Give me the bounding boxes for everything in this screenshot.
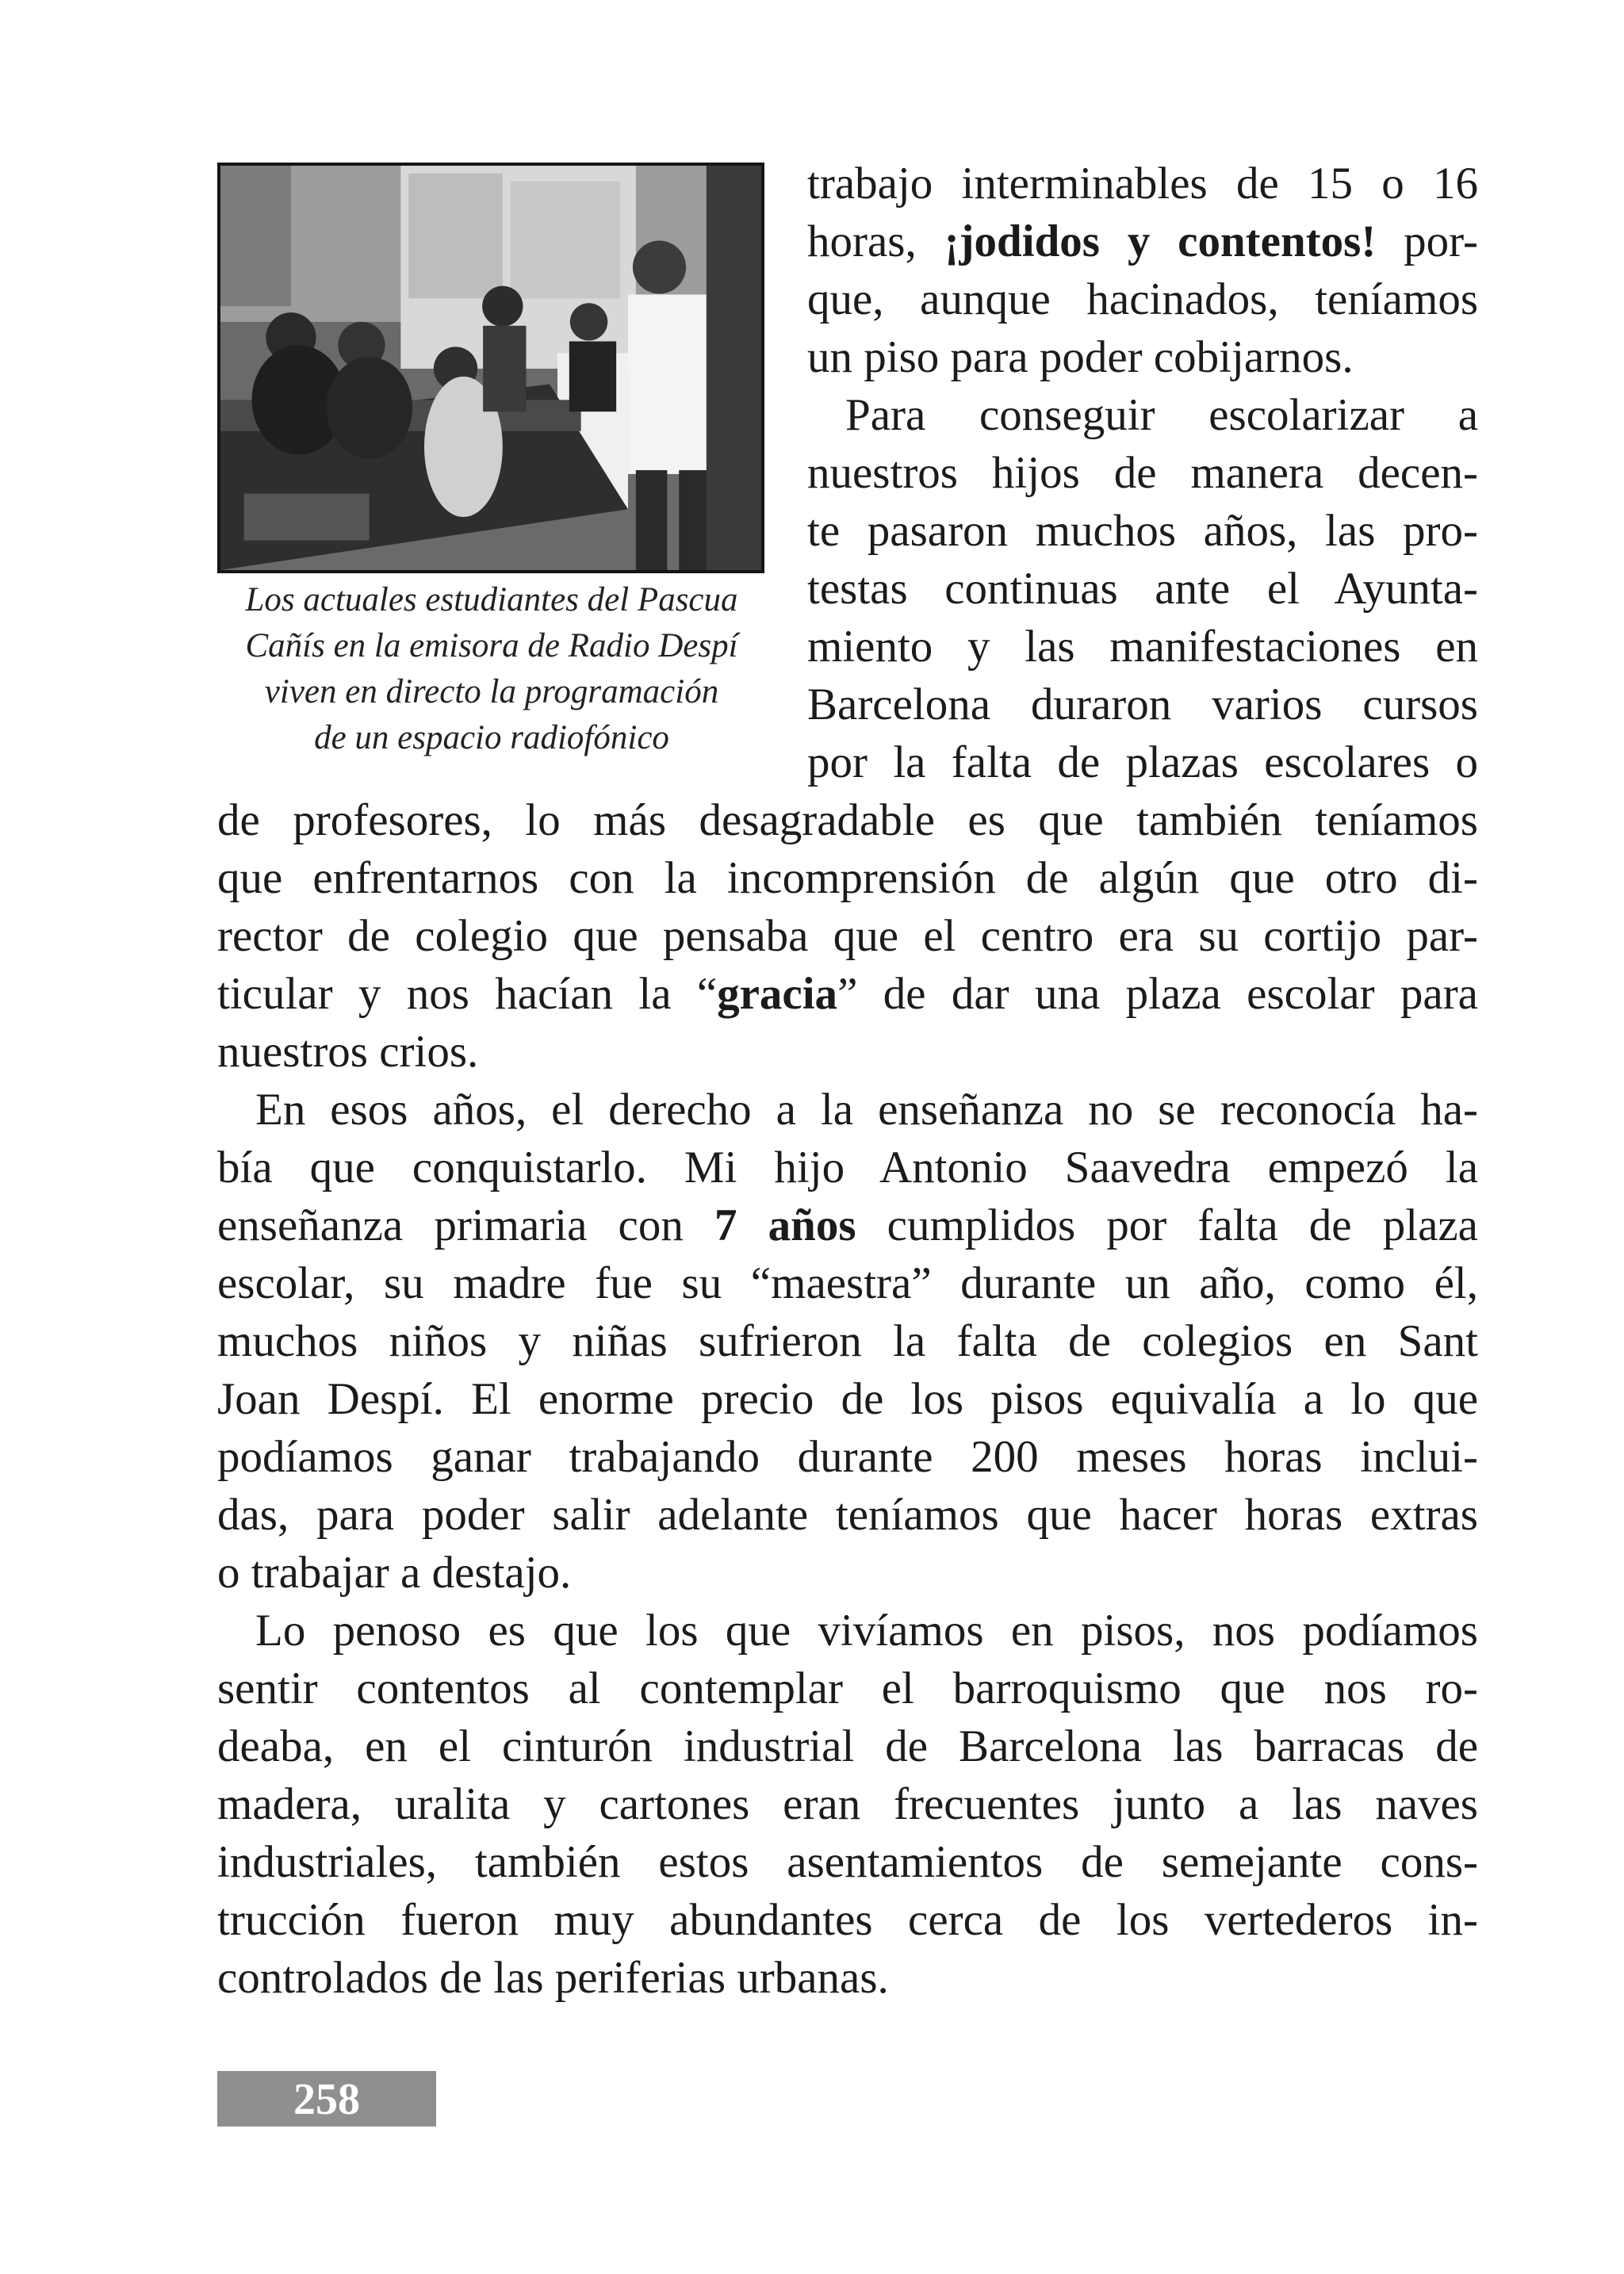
text-line: En esos años, el derecho a la enseñanza no se reconocía ha-	[255, 1085, 1478, 1135]
text-line: deaba, en el cinturón industrial de Barcelona las barracas de	[217, 1721, 1478, 1771]
text-line: muchos niños y niñas sufrieron la falta de colegios en Sant	[217, 1316, 1478, 1366]
text-line: Para conseguir escolarizar a	[845, 390, 1478, 440]
bold-phrase: ¡jodidos y contentos!	[944, 216, 1377, 266]
text-line	[807, 212, 1478, 270]
text-line: testas continuas ante el Ayunta-	[807, 564, 1478, 614]
caption-line: Los actuales estudiantes del Pascua	[245, 581, 738, 618]
text-line: Barcelona duraron varios cursos	[807, 680, 1478, 729]
text-run: horas,	[807, 216, 944, 266]
text-run: por-	[1376, 216, 1478, 266]
text-line: que, aunque hacinados, teníamos	[807, 274, 1478, 324]
page-number: 258	[293, 2075, 360, 2124]
text-line: das, para poder salir adelante teníamos que hacer horas extras	[217, 1490, 1478, 1540]
text-line: trucción fueron muy abundantes cerca de los vertederos in-	[217, 1895, 1478, 1945]
text-line	[217, 1196, 1478, 1254]
text-line: escolar, su madre fue su “maestra” durante un año, como él,	[217, 1258, 1478, 1308]
text-line: un piso para poder cobijarnos.	[807, 332, 1354, 382]
text-line: nuestros crios.	[217, 1027, 479, 1077]
text-line: rector de colegio que pensaba que el centro era su cortijo par-	[217, 911, 1478, 961]
photo-caption	[208, 577, 776, 761]
caption-line: Cañís en la emisora de Radio Despí	[245, 627, 738, 664]
text-line: trabajo interminables de 15 o 16	[807, 159, 1478, 209]
photo-image	[220, 166, 761, 570]
text-line: podíamos ganar trabajando durante 200 meses horas inclui-	[217, 1432, 1478, 1482]
text-line: madera, uralita y cartones eran frecuentes junto a las naves	[217, 1779, 1478, 1829]
body-text	[217, 791, 1478, 2007]
right-column-text	[807, 155, 1478, 791]
text-line: industriales, también estos asentamientos de semejante cons-	[217, 1837, 1478, 1887]
text-line: de profesores, lo más desagradable es que también teníamos	[217, 795, 1478, 845]
text-line: te pasaron muchos años, las pro-	[807, 506, 1478, 556]
text-line: bía que conquistarlo. Mi hijo Antonio Saavedra empezó la	[217, 1143, 1478, 1193]
text-line: Lo penoso es que los que vivíamos en pisos, nos podíamos	[255, 1606, 1478, 1656]
text-line: que enfrentarnos con la incomprensión de algún que otro di-	[217, 853, 1478, 903]
text-run: ” de dar una plaza escolar para	[837, 969, 1478, 1019]
text-run: ticular y nos hacían la “	[217, 969, 718, 1019]
text-line: controlados de las periferias urbanas.	[217, 1953, 889, 2003]
bold-word: gracia	[717, 969, 838, 1019]
text-line: o trabajar a destajo.	[217, 1548, 572, 1598]
bold-phrase: 7 años	[714, 1200, 856, 1250]
paragraph-1	[217, 791, 1478, 1081]
paragraph-2	[217, 1081, 1478, 1602]
text-line: Joan Despí. El enorme precio de los pisos equivalía a lo que	[217, 1374, 1478, 1424]
text-run: enseñanza primaria con	[217, 1200, 714, 1250]
caption-line: de un espacio radiofónico	[314, 719, 669, 756]
text-line: por la falta de plazas escolares o	[807, 737, 1478, 787]
text-line: sentir contentos al contemplar el barroquismo que nos ro-	[217, 1663, 1478, 1713]
text-run: cumplidos por falta de plaza	[856, 1200, 1478, 1250]
paragraph-3	[217, 1602, 1478, 2007]
text-line: nuestros hijos de manera decen-	[807, 448, 1478, 498]
text-line: miento y las manifestaciones en	[807, 622, 1478, 672]
caption-line: viven en directo la programación	[264, 673, 719, 710]
text-line	[217, 965, 1478, 1023]
radio-station-photo	[217, 163, 764, 573]
